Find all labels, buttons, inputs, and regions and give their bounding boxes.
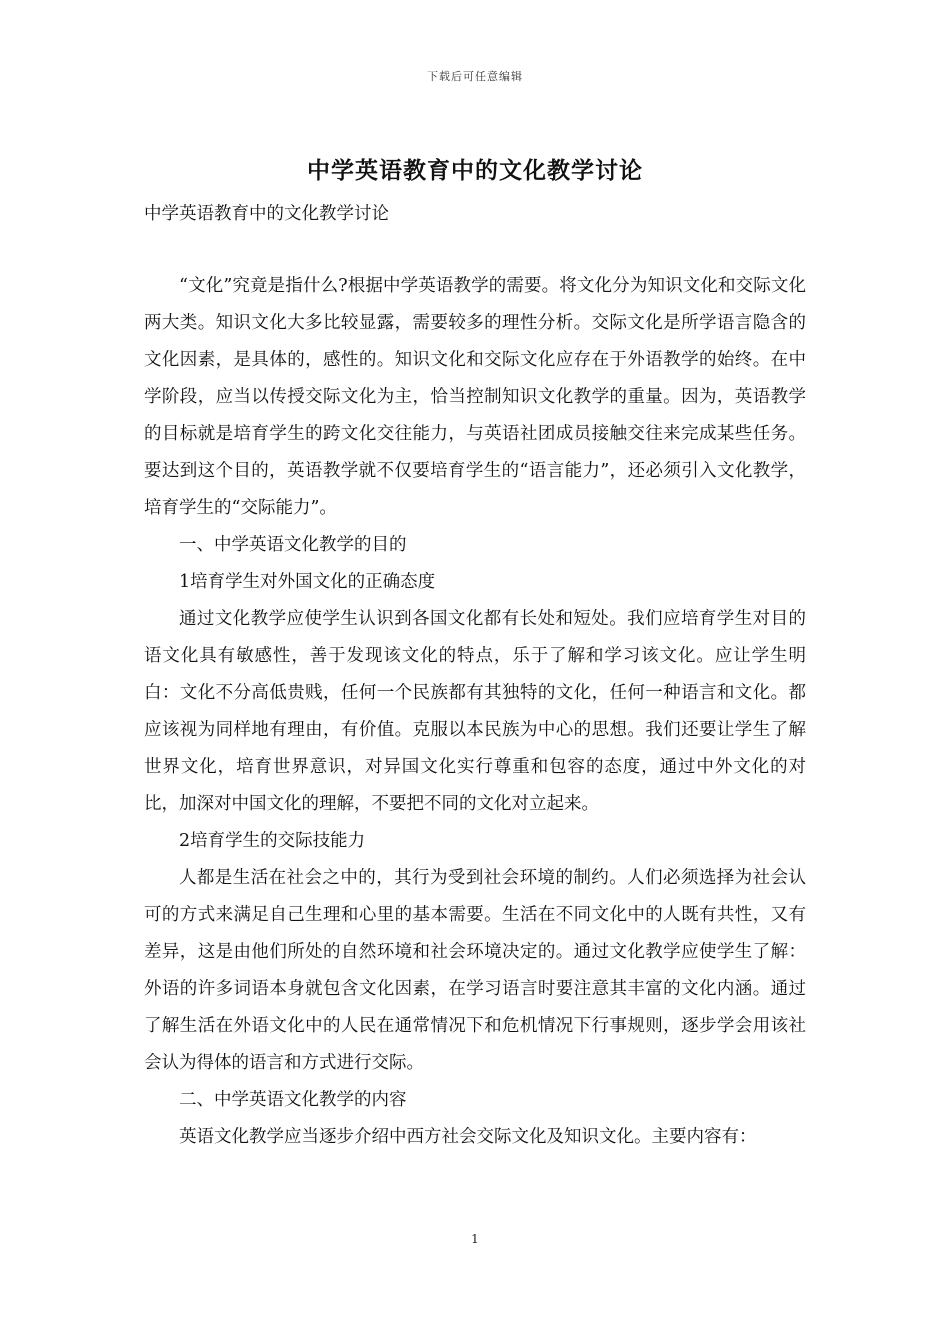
paragraph-attitude: 通过文化教学应使学生认识到各国文化都有长处和短处。我们应培育学生对目的语文化具有敏感性，善于发现该文化的特点，乐于了解和学习该文化。应让学生明白：文化不分高低贵贱，任何一个民族都有其独特的文化，任何一种语言和文化。都应该视为同样地有理由，有价值。克服以本民族为中心的思想。我们还要让学生了解世界文化，培育世界意识，对异国文化实行尊重和包容的态度，通过中外文化的对比，加深对中国文化的理解，不要把不同的文化对立起来。 [144, 609, 806, 814]
paragraph-intro: “文化”究竟是指什么?根据中学英语教学的需要。将文化分为知识文化和交际文化两大类。知识文化大多比较显露，需要较多的理性分析。交际文化是所学语言隐含的文化因素，是具体的，感性的。知识文化和交际文化应存在于外语教学的始终。在中学阶段，应当以传授交际文化为主，恰当控制知识文化教学的重量。因为，英语教学的目标就是培育学生的跨文化交往能力，与英语社团成员接触交往来完成某些任务。要达到这个目的，英语教学就不仅要培育学生的“语言能力”，还必须引入文化教学，培育学生的“交际能力”。 [144, 276, 806, 518]
document-subtitle: 中学英语教育中的文化教学讨论 [144, 204, 389, 224]
page-header: 下载后可任意编辑 [427, 70, 523, 83]
section-heading-content: 二、中学英语文化教学的内容 [179, 1090, 407, 1110]
subheading-communication: 2培育学生的交际技能力 [179, 831, 366, 851]
page-number: 1 [471, 1232, 479, 1246]
document-body [144, 268, 806, 1156]
document-title: 中学英语教育中的文化教学讨论 [307, 157, 643, 184]
section-heading-purpose: 一、中学英语文化教学的目的 [179, 535, 407, 555]
paragraph-communication: 人都是生活在社会之中的，其行为受到社会环境的制约。人们必须选择为社会认可的方式来满足自己生理和心里的基本需要。生活在不同文化中的人既有共性，又有差异，这是由他们所处的自然环境和社会环境决定的。通过文化教学应使学生了解：外语的许多词语本身就包含文化因素，在学习语言时要注意其丰富的文化内涵。通过了解生活在外语文化中的人民在通常情况下和危机情况下行事规则，逐步学会用该社会认为得体的语言和方式进行交际。 [144, 868, 806, 1073]
paragraph-content: 英语文化教学应当逐步介绍中西方社会交际文化及知识文化。主要内容有： [179, 1127, 757, 1147]
subheading-attitude: 1培育学生对外国文化的正确态度 [179, 572, 436, 592]
